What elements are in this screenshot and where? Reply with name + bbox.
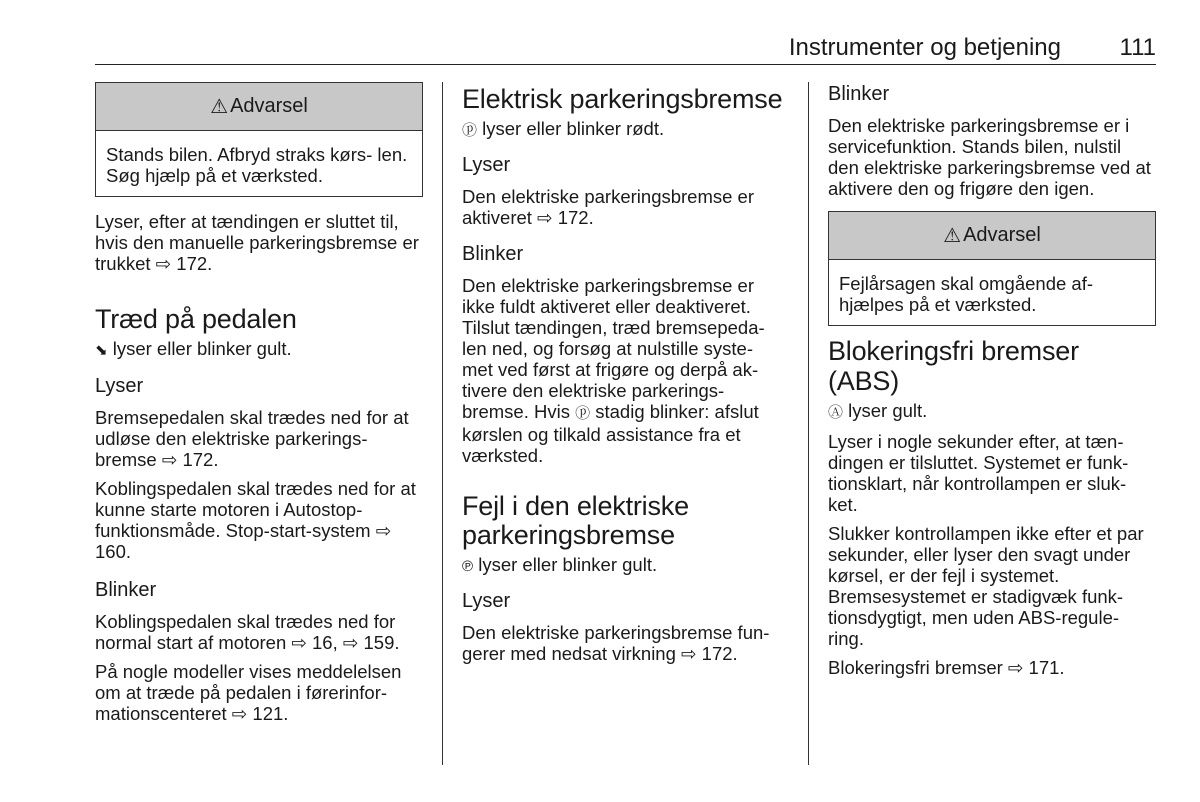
paragraph: Slukker kontrollampen ikke efter et par sekunder, eller lyser den svagt under kørsel, er der fejl i systemet. Bremsesystemet er stadigvæk funk- tionsdygtigt, men uden ABS-regule- ring.: [828, 523, 1144, 649]
heading-epb: Elektrisk parkeringsbremse: [462, 84, 783, 114]
pedal-intro: ⬊ lyser eller blinker gult.: [95, 338, 292, 359]
heading-fejl: Fejl i den elektriske parkeringsbremse: [462, 491, 689, 550]
column-divider: [808, 82, 809, 765]
subheading-lyser: Lyser: [95, 375, 144, 397]
paragraph: Den elektriske parkeringsbremse fun- gerer med nedsat virkning ⇨ 172.: [462, 622, 770, 664]
warning-title: Advarsel: [963, 224, 1041, 246]
column-divider: [442, 82, 443, 765]
heading-abs: Blokeringsfri bremser (ABS): [828, 336, 1079, 396]
subheading-blinker: Blinker: [95, 579, 157, 601]
abs-intro: Ⓐ lyser gult.: [828, 400, 928, 421]
epb-intro: ⓟ lyser eller blinker rødt.: [462, 118, 665, 139]
column-1: [95, 82, 423, 732]
paragraph: Lyser, efter at tændingen er sluttet til, hvis den manuelle parkeringsbremse er trukket ⇨ 172.: [95, 211, 419, 274]
paragraph: Koblingspedalen skal trædes ned for normal start af motoren ⇨ 16, ⇨ 159.: [95, 611, 400, 653]
warning-box: [828, 211, 1156, 326]
column-3: [828, 82, 1156, 686]
subheading-lyser: Lyser: [462, 154, 511, 176]
paragraph: Bremsepedalen skal trædes ned for at udløse den elektriske parkerings- bremse ⇨ 172.: [95, 407, 409, 470]
warning-box: [95, 82, 423, 197]
abs-icon: Ⓐ: [828, 404, 844, 421]
paragraph: Blokeringsfri bremser ⇨ 171.: [828, 657, 1065, 678]
page-number: 111: [1119, 34, 1156, 61]
warning-title: Advarsel: [230, 95, 308, 117]
warning-header: [96, 83, 422, 131]
foot-pedal-icon: ⬊: [95, 342, 108, 359]
subheading-blinker: Blinker: [828, 83, 890, 105]
subheading-lyser: Lyser: [462, 590, 511, 612]
warning-triangle-icon: ⚠: [943, 225, 962, 247]
warning-header: [829, 212, 1155, 260]
section-title: Instrumenter og betjening: [788, 34, 1061, 61]
subheading-blinker: Blinker: [462, 243, 524, 265]
column-2: [462, 84, 787, 672]
paragraph: På nogle modeller vises meddelelsen om at træde på pedalen i førerinfor- mationscenteret ⇨ 121.: [95, 661, 402, 724]
paragraph: Den elektriske parkeringsbremse er aktiveret ⇨ 172.: [462, 186, 755, 228]
fejl-intro: ℗ lyser eller blinker gult.: [462, 554, 658, 575]
page-header: [95, 34, 1156, 65]
warning-triangle-icon: ⚠: [210, 96, 229, 118]
warning-text: Fejlårsagen skal omgående af- hjælpes på et værksted.: [839, 273, 1094, 315]
heading-pedal: Træd på pedalen: [95, 304, 297, 334]
parking-brake-fault-icon: ℗: [462, 558, 474, 575]
paragraph: Lyser i nogle sekunder efter, at tæn- dingen er tilsluttet. Systemet er funk- tionsklart, når kontrollampen er sluk- ket.: [828, 431, 1129, 515]
warning-text: Stands bilen. Afbryd straks kørs- len. Søg hjælp på et værksted.: [106, 144, 408, 186]
paragraph: Den elektriske parkeringsbremse er ikke fuldt aktiveret eller deaktiveret. Tilslut tændingen, træd bremsepeda- len ned, og forsøg at nulstille syste- met ved først at frigøre og derpå ak- tivere den elektriske parkerings- bremse. Hvis ⓟ stadig blinker: afslut kørslen og tilkald assistance fra et værksted.: [462, 275, 765, 466]
parking-brake-icon: ⓟ: [462, 122, 478, 139]
paragraph: Koblingspedalen skal trædes ned for at kunne starte motoren i Autostop- funktionsmåde. Stop-start-system ⇨ 160.: [95, 478, 416, 562]
parking-brake-icon: ⓟ: [575, 405, 591, 422]
paragraph: Den elektriske parkeringsbremse er i servicefunktion. Stands bilen, nulstil den elektriske parkeringsbremse ved at aktivere den og frigøre den igen.: [828, 115, 1151, 199]
